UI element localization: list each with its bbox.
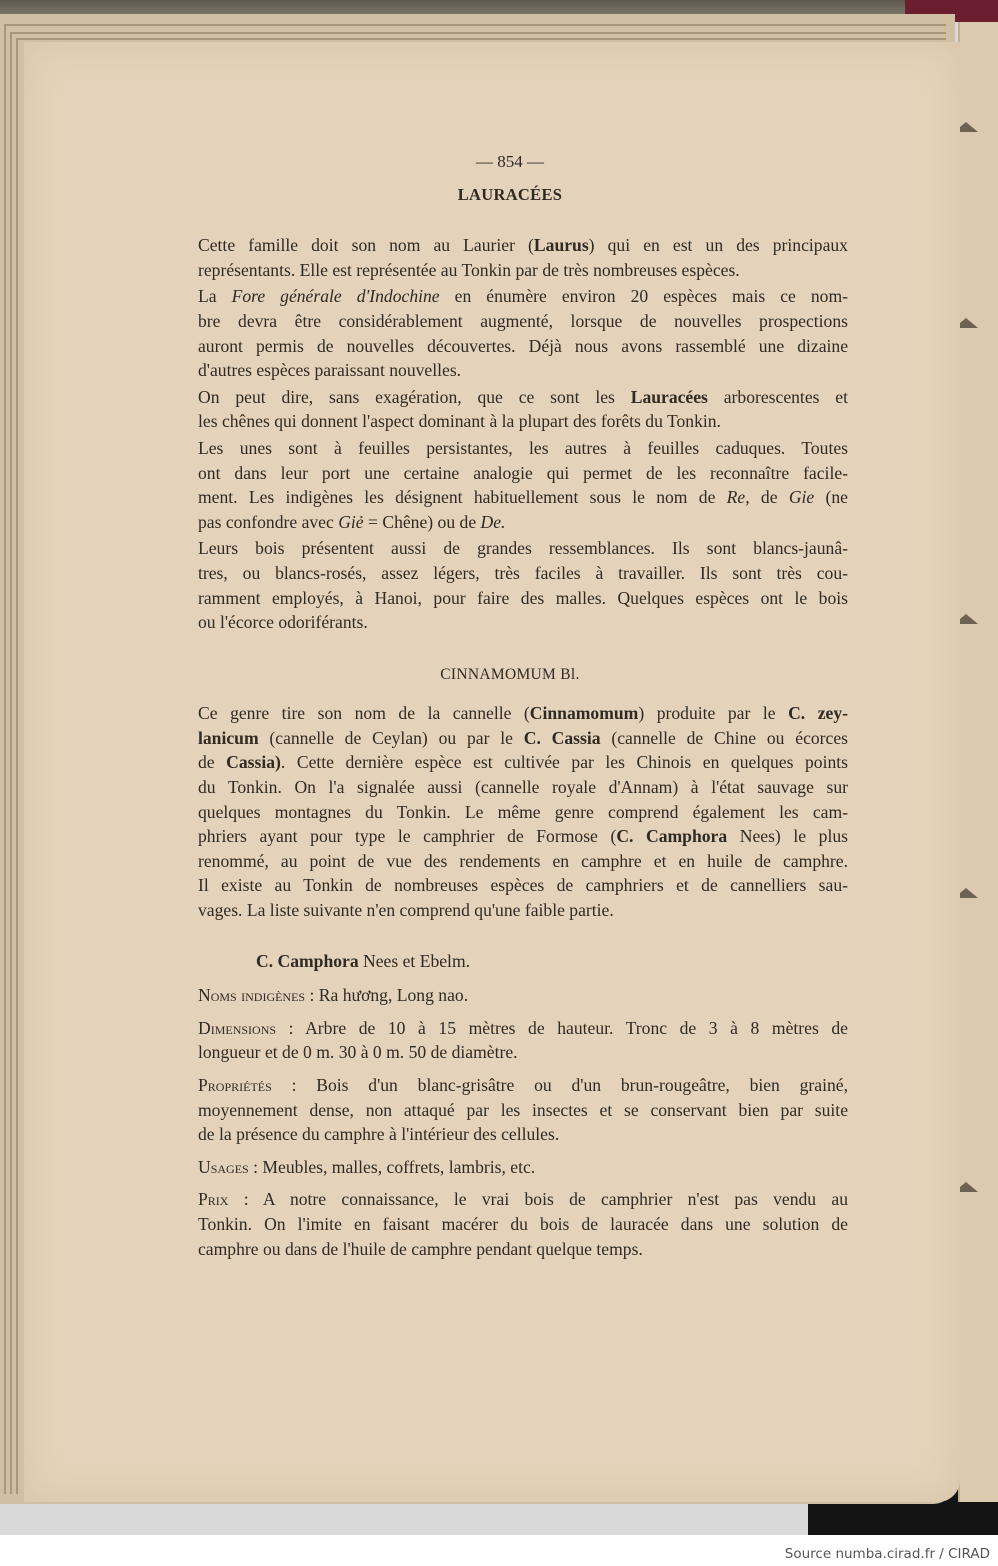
text-line: ont dans leur port une certaine analogie qui permet de les reconnaître facile- [198,462,848,483]
paragraph [172,233,848,282]
text-line: quelques montagnes du Tonkin. Le même genre comprend également les cam- [198,801,848,822]
genus-title: CINNAMOMUM Bl. [440,665,580,683]
text-line: représentants. Elle est représentée au Tonkin par de très nombreuses espèces. [198,259,740,280]
text-line: Usages : Meubles, malles, coffrets, lambris, etc. [198,1156,536,1177]
field-label: Usages [198,1156,249,1177]
text-line: Tonkin. On l'imite en faisant macérer du bois de lauracée dans une solution de [198,1213,848,1234]
text-line: On peut dire, sans exagération, que ce sont les Lauracées arborescentes et [198,386,849,407]
field-label: Dimensions [198,1017,277,1038]
text-line: Dimensions : Arbre de 10 à 15 mètres de hauteur. Tronc de 3 à 8 mètres de [198,1017,848,1038]
paragraph [172,284,848,382]
field-label: Propriétés [198,1075,272,1095]
genus-section [172,701,848,922]
field-paragraph [172,983,848,1008]
species-field [172,1187,848,1261]
field-paragraph [172,1187,848,1261]
text-line: lanicum (cannelle de Ceylan) ou par le C. Cassia (cannelle de Chine ou écorces [198,727,849,748]
field-paragraph [172,1016,848,1065]
field-paragraph [172,1155,848,1180]
text-line: phriers ayant pour type le camphrier de Formose (C. Camphora Nees) le plus [198,826,848,847]
text-line: moyennement dense, non attaqué par les insectes et se conservant bien par suite [198,1099,848,1120]
text-line: camphre ou dans de l'huile de camphre pendant quelque temps. [198,1238,643,1259]
stack-line [6,24,946,26]
genus-paragraph [172,701,848,922]
family-title: LAURACÉES [457,184,563,204]
text-line: Prix : A notre connaissance, le vrai bois de camphrier n'est pas vendu au [198,1189,848,1210]
species-heading [256,949,848,974]
text-line: ment. Les indigènes les désignent habituellement sous le nom de Re, de Gie (ne [198,487,848,508]
stack-line [10,32,12,1494]
source-credit: Source numba.cirad.fr / CIRAD [784,1546,990,1562]
species-field [172,1016,848,1065]
text-line: Noms indigènes : Ra hương, Long nao. [198,985,469,1006]
text-line: tres, ou blancs-rosés, assez légers, très faciles à travailler. Ils sont très cou- [198,562,848,583]
text-line: vages. La liste suivante n'en comprend qu'une faible partie. [198,900,614,921]
page-content [172,150,848,1263]
text-line: La Fore générale d'Indochine en énumère environ 20 espèces mais ce nom- [198,286,848,307]
text-line: Ce genre tire son nom de la cannelle (Cinnamomum) produite par le C. zey- [198,703,849,724]
paragraph [172,536,848,634]
text-line: pas confondre avec Giẻ = Chêne) ou de De. [198,511,506,532]
text-line: renommé, au point de vue des rendements en camphre et en huile de camphre. [198,850,848,871]
text-line: ou l'écorce odoriférants. [198,612,368,633]
text-line: Propriétés : Bois d'un blanc-grisâtre ou d'un brun-rougeâtre, bien grainé, [198,1075,848,1095]
intro-section [172,233,848,635]
species-authority: Nees et Ebelm. [358,950,471,971]
field-label: Noms indigènes [198,985,306,1006]
text-line: Leurs bois présentent aussi de grandes ressemblances. Ils sont blancs-jaunâ- [198,538,848,559]
species-field [172,983,848,1008]
species-field [172,1073,848,1147]
text-line: Cette famille doit son nom au Laurier (Laurus) qui en est un des principaux [198,235,848,256]
text-line: ramment employés, à Hanoi, pour faire des malles. Quelques espèces ont le bois [198,587,848,608]
stack-line [16,38,18,1494]
text-line: d'autres espèces paraissant nouvelles. [198,360,462,381]
text-line: du Tonkin. On l'a signalée aussi (cannelle royale d'Annam) à l'état sauvage sur [198,777,848,798]
facing-page-edge [958,22,998,1502]
field-label: Prix [198,1189,229,1210]
species-field [172,1155,848,1180]
species-name: C. Camphora [256,950,359,971]
text-line: les chênes qui donnent l'aspect dominant à la plupart des forêts du Tonkin. [198,411,721,432]
text-line: de la présence du camphre à l'intérieur des cellules. [198,1124,560,1145]
text-line: Les unes sont à feuilles persistantes, les autres à feuilles caduques. Toutes [198,437,848,458]
field-paragraph [172,1073,848,1147]
text-line: Il existe au Tonkin de nombreuses espèces de camphriers et de cannelliers sau- [198,875,848,896]
page-number: — 854 — [476,152,544,171]
text-line: auront permis de nouvelles découvertes. Déjà nous avons rassemblé une dizaine [198,335,848,356]
text-line: de Cassia). Cette dernière espèce est cultivée par les Chinois en quelques points [198,752,849,773]
species-fields [172,983,848,1261]
paragraph [172,436,848,534]
text-line: longueur et de 0 m. 30 à 0 m. 50 de diamètre. [198,1042,518,1063]
text-line: bre devra être considérablement augmenté, lorsque de nouvelles prospections [198,310,848,331]
stack-line [12,32,946,34]
paragraph [172,385,848,434]
stack-line [18,38,946,40]
stack-line [4,24,6,1494]
